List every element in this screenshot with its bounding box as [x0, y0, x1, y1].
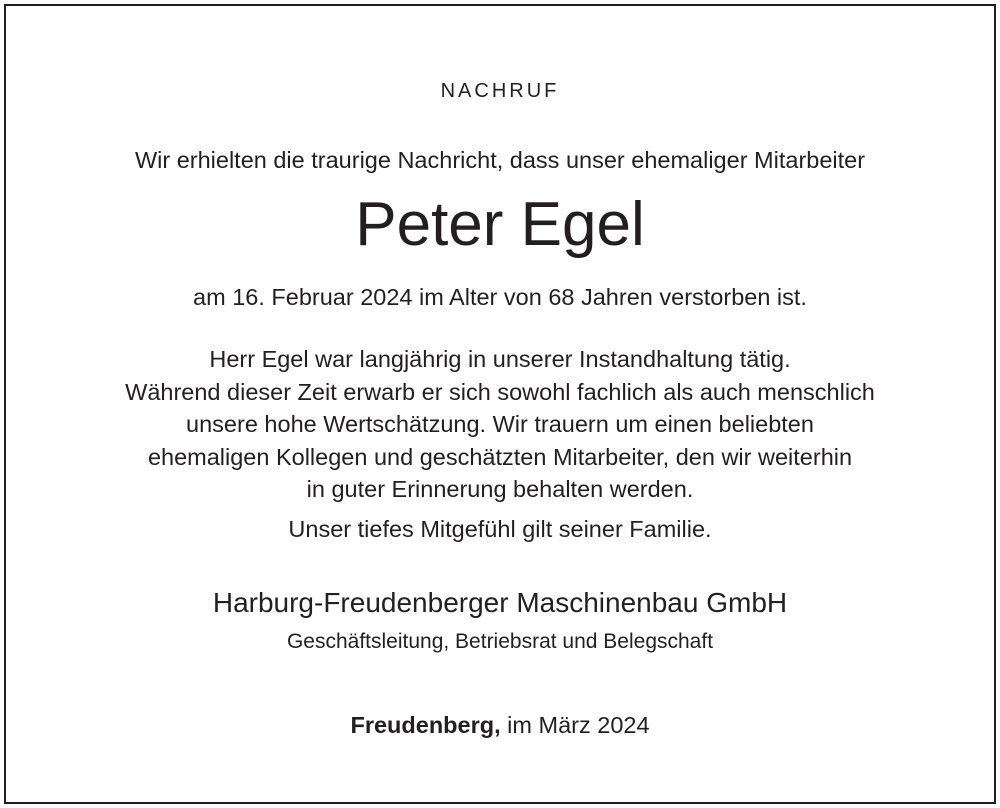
tribute-line: Während dieser Zeit erwarb er sich sowohl fachlich als auch menschlich — [125, 378, 875, 405]
death-date-text: am 16. Februar 2024 im Alter von 68 Jahren verstorben ist. — [193, 284, 807, 310]
notice-date: im März 2024 — [500, 712, 650, 738]
company-name: Harburg-Freudenberger Maschinenbau GmbH — [212, 587, 788, 618]
condolence-text: Unser tiefes Mitgefühl gilt seiner Familie. — [288, 516, 712, 542]
intro-text: Wir erhielten die traurige Nachricht, dass unser ehemaliger Mitarbeiter — [134, 147, 866, 173]
signatories: Geschäftsleitung, Betriebsrat und Belegschaft — [286, 630, 714, 653]
tribute-line: ehemaligen Kollegen und geschätzten Mitarbeiter, den wir weiterhin — [147, 443, 853, 470]
notice-heading: NACHRUF — [440, 80, 560, 102]
tribute-line: unsere hohe Wertschätzung. Wir trauern um einen beliebten — [186, 411, 814, 437]
tribute-paragraph — [6, 343, 994, 506]
tribute-line: in guter Erinnerung behalten werden. — [306, 476, 694, 502]
deceased-name: Peter Egel — [355, 190, 645, 259]
obituary-notice — [4, 4, 996, 804]
place-date-line — [6, 712, 994, 739]
place-name: Freudenberg, — [350, 712, 501, 738]
tribute-line: Herr Egel war langjährig in unserer Instandhaltung tätig. — [209, 346, 791, 372]
